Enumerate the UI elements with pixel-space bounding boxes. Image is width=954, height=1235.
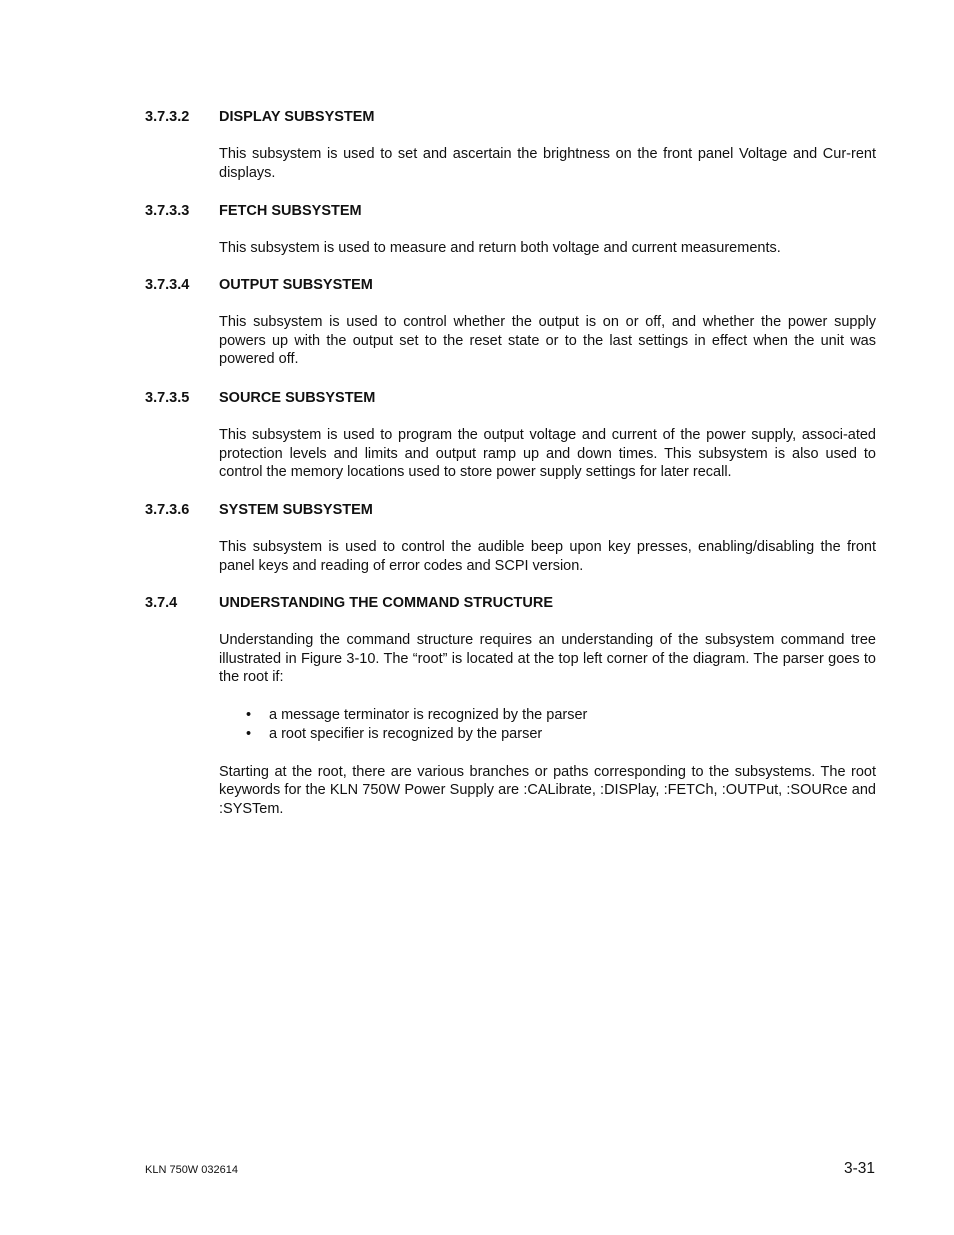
section-number: 3.7.3.4 bbox=[145, 277, 190, 293]
list-item-text: a message terminator is recognized by the parser bbox=[269, 707, 588, 724]
section-number: 3.7.3.6 bbox=[145, 502, 190, 518]
section-title: DISPLAY SUBSYSTEM bbox=[219, 109, 375, 125]
paragraph: This subsystem is used to control whether the output is on or off, and whether the power supply powers up with the output set to the reset state or to the last settings in effect when the unit was powered off. bbox=[219, 314, 876, 368]
section-number: 3.7.3.3 bbox=[145, 203, 190, 219]
section-title: OUTPUT SUBSYSTEM bbox=[219, 277, 373, 293]
section-number: 3.7.3.5 bbox=[145, 390, 190, 406]
section-heading bbox=[145, 107, 876, 127]
section-title: FETCH SUBSYSTEM bbox=[219, 203, 362, 219]
section-body bbox=[219, 145, 876, 182]
footer-page-number: 3-31 bbox=[843, 1160, 875, 1177]
list-item bbox=[219, 725, 876, 744]
section-heading bbox=[145, 593, 876, 613]
section-fetch-subsystem bbox=[145, 201, 876, 258]
section-body bbox=[219, 538, 876, 575]
section-body bbox=[219, 631, 876, 687]
footer-document-id: KLN 750W 032614 bbox=[145, 1164, 238, 1176]
section-command-structure bbox=[145, 593, 876, 819]
section-number: 3.7.3.2 bbox=[145, 109, 190, 125]
section-body bbox=[219, 426, 876, 482]
paragraph: Understanding the command structure requires an understanding of the subsystem command tree illustrated in Figure 3-10. The “root” is located at the top left corner of the diagram. The parser goes to the root if: bbox=[219, 632, 876, 686]
section-title: UNDERSTANDING THE COMMAND STRUCTURE bbox=[219, 595, 554, 611]
section-source-subsystem bbox=[145, 388, 876, 482]
paragraph: This subsystem is used to measure and return both voltage and current measurements. bbox=[219, 240, 781, 256]
list-item bbox=[219, 706, 876, 725]
paragraph: This subsystem is used to program the output voltage and current of the power supply, associ-ated protection levels and limits and output ramp up and down times. This subsystem is also used to control the memory locations used to store power supply settings for later recall. bbox=[219, 427, 876, 481]
paragraph: This subsystem is used to control the audible beep upon key presses, enabling/disabling the front panel keys and reading of error codes and SCPI version. bbox=[219, 539, 876, 574]
section-heading bbox=[145, 201, 876, 221]
section-heading bbox=[145, 388, 876, 408]
section-heading bbox=[145, 275, 876, 295]
section-system-subsystem bbox=[145, 500, 876, 575]
section-body bbox=[219, 239, 876, 258]
bullet-list bbox=[219, 706, 876, 743]
bullet-glyph: • bbox=[246, 707, 252, 724]
paragraph: This subsystem is used to set and ascertain the brightness on the front panel Voltage and Cur-rent displays. bbox=[219, 146, 876, 181]
section-number: 3.7.4 bbox=[145, 595, 178, 611]
section-display-subsystem bbox=[145, 107, 876, 182]
section-title: SOURCE SUBSYSTEM bbox=[219, 390, 376, 406]
section-heading bbox=[145, 500, 876, 520]
section-output-subsystem bbox=[145, 275, 876, 369]
section-title: SYSTEM SUBSYSTEM bbox=[219, 502, 373, 518]
section-body bbox=[219, 313, 876, 369]
bullet-glyph: • bbox=[246, 725, 252, 742]
list-item-text: a root specifier is recognized by the parser bbox=[269, 725, 543, 742]
paragraph: Starting at the root, there are various branches or paths corresponding to the subsystems. The root keywords for the KLN 750W Power Supply are :CALibrate, :DISPlay, :FETCh, :OUTPut, :SOURce and :SYSTem. bbox=[219, 763, 876, 817]
section-body-continued bbox=[219, 763, 876, 819]
